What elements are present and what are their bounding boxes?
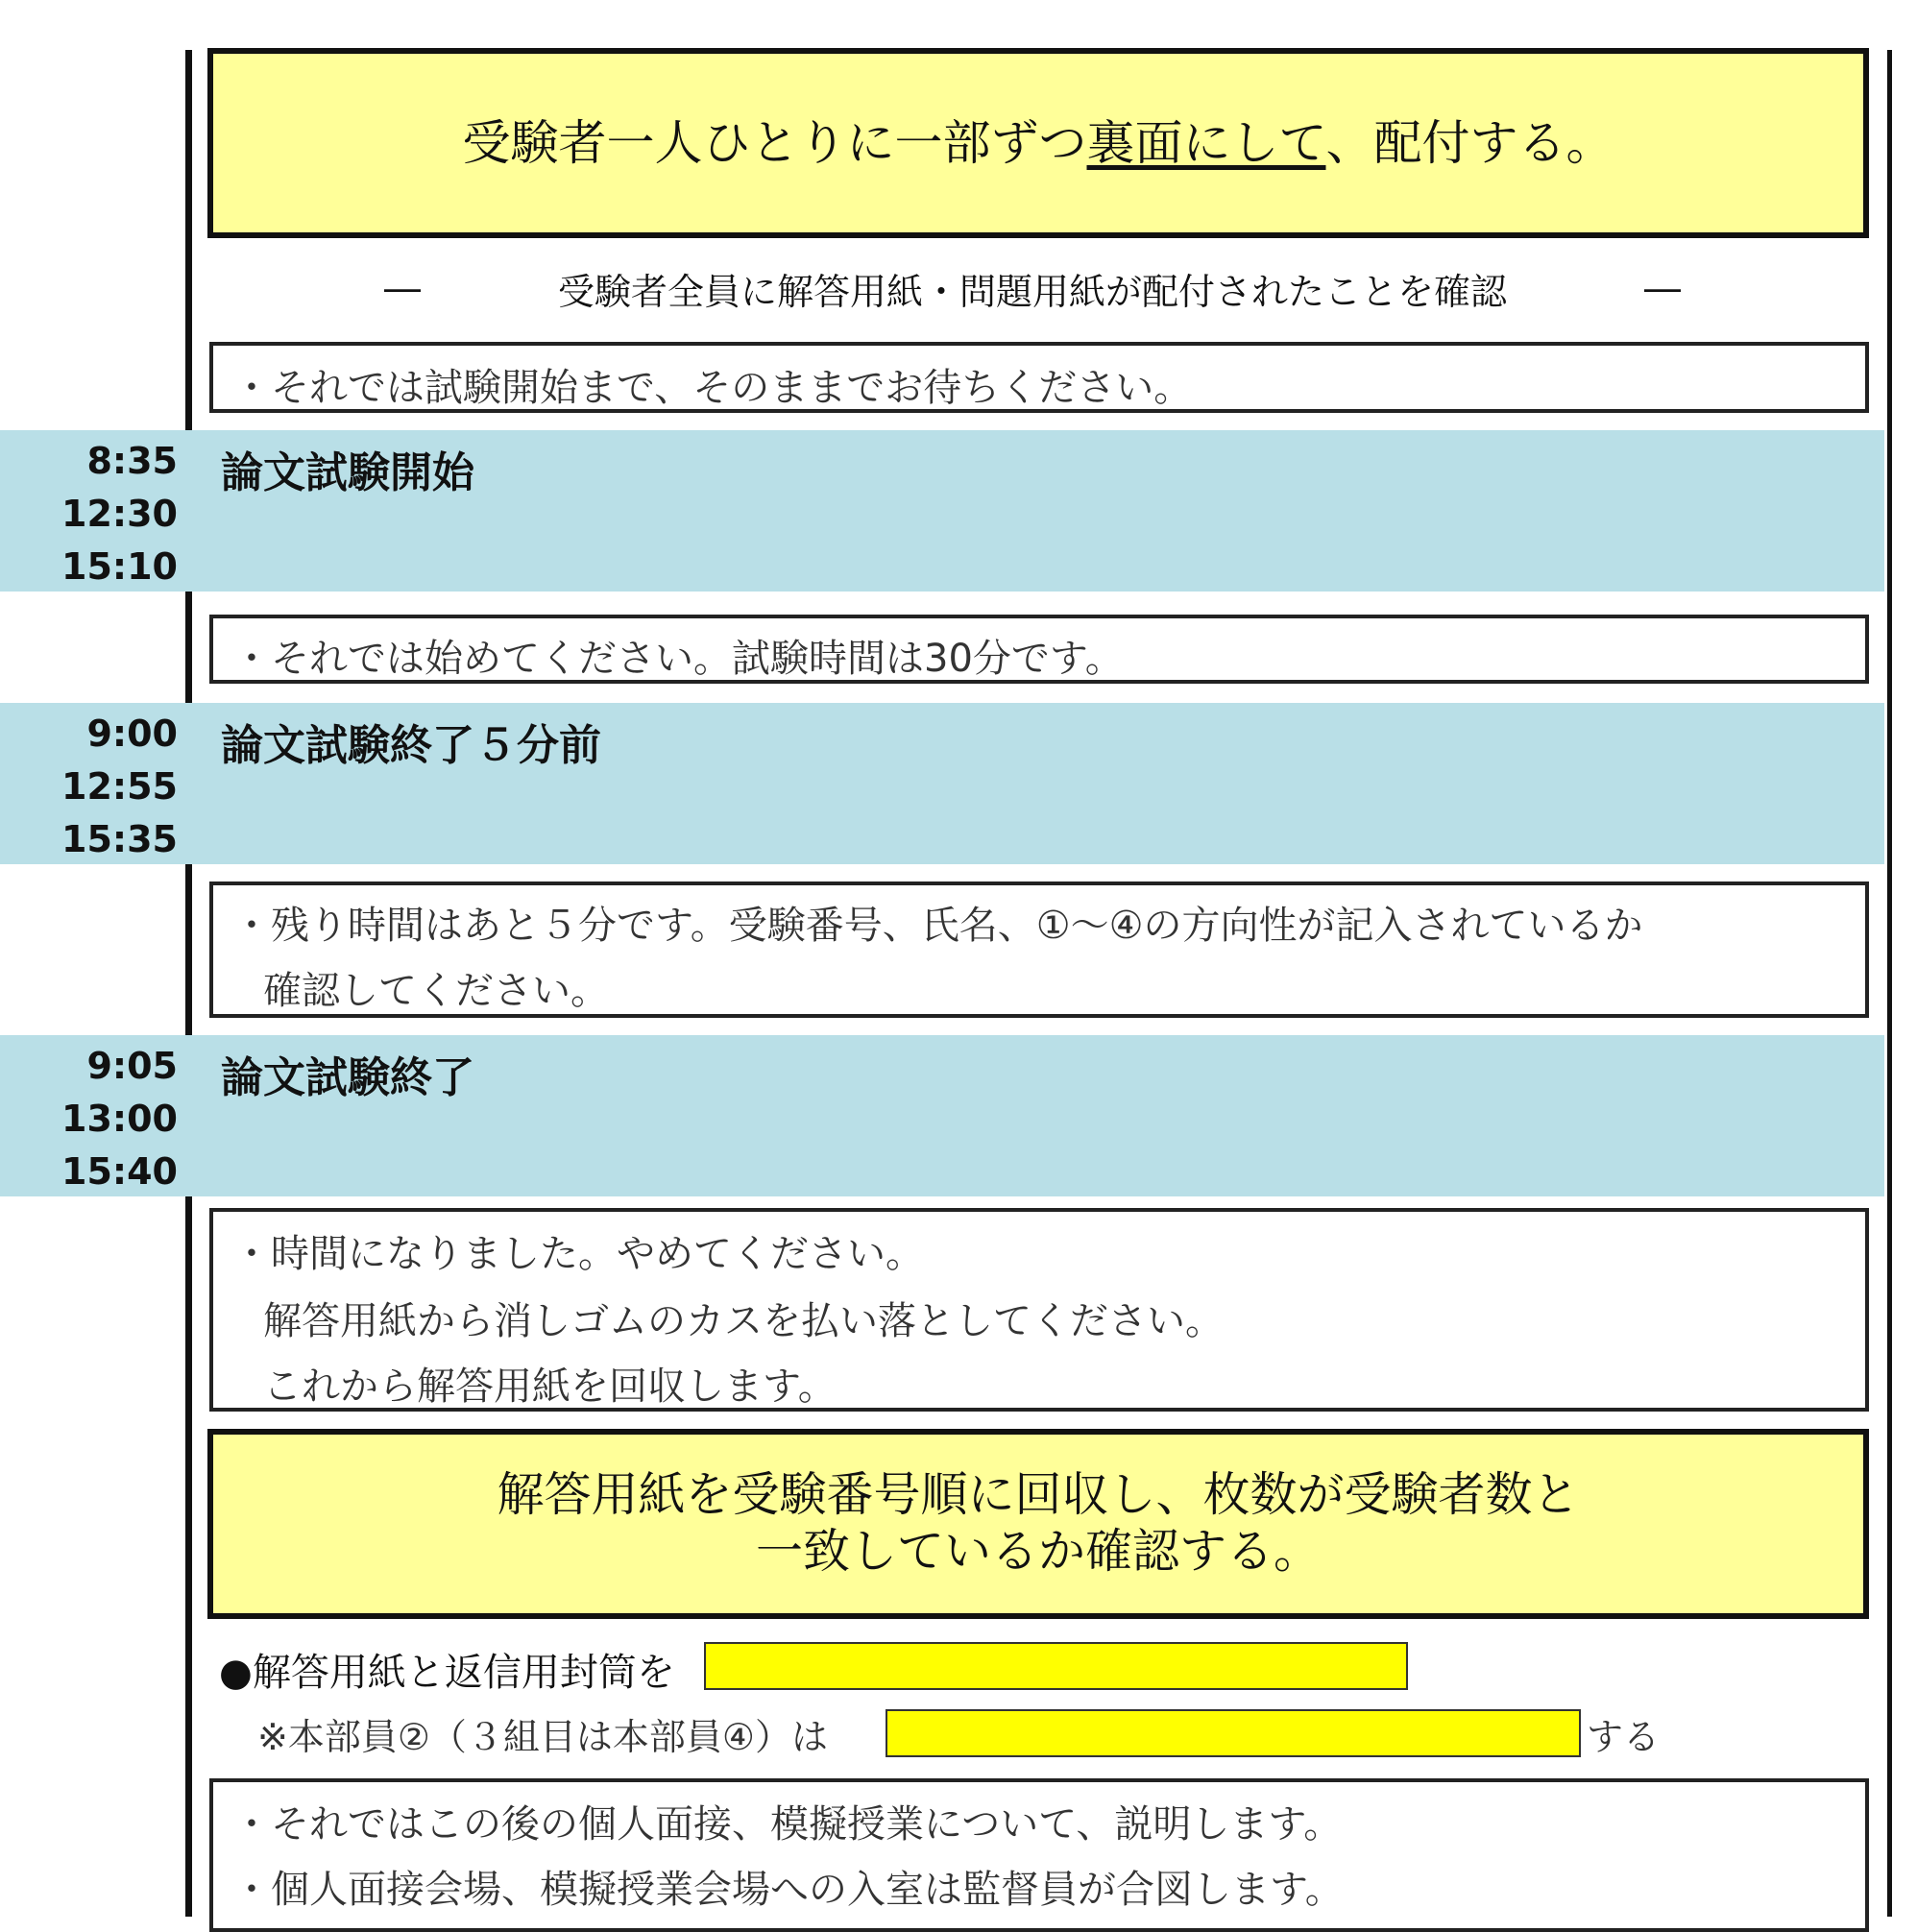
confirm-dash-left: ― <box>384 267 421 309</box>
script-end-line: ・時間になりました。やめてください。 <box>232 1232 924 1276</box>
time-label: 15:35 <box>61 818 178 860</box>
script-box-five-min <box>209 881 1869 1018</box>
script-five-min-line: ・残り時間はあと５分です。受験番号、氏名、①～④の方向性が記入されているか <box>232 904 1643 948</box>
script-box-next <box>209 1778 1869 1932</box>
section-five-min-title: 論文試験終了５分前 <box>221 721 601 770</box>
distribute-instruction-box <box>207 48 1869 238</box>
left-rule <box>185 50 192 1917</box>
time-label: 12:30 <box>61 493 178 535</box>
note-sub-highlight-blank <box>886 1709 1581 1757</box>
time-label: 15:10 <box>61 545 178 588</box>
script-next-line: ・個人面接会場、模擬授業会場への入室は監督員が合図します。 <box>232 1868 1344 1912</box>
section-band-five-min <box>0 703 1884 864</box>
right-rule <box>1887 50 1892 1917</box>
note-highlight-blank <box>704 1642 1408 1690</box>
time-label: 13:00 <box>61 1098 178 1140</box>
time-label: 9:05 <box>86 1045 178 1087</box>
distribute-instruction-text <box>463 114 1614 172</box>
distribute-suffix: 、配付する。 <box>1325 115 1614 171</box>
confirm-text: 受験者全員に解答用紙・問題用紙が配付されたことを確認 <box>557 270 1507 313</box>
distribute-underlined: 裏面にして <box>1086 115 1326 171</box>
section-band-end <box>0 1035 1884 1196</box>
script-box-begin <box>209 615 1869 684</box>
time-label: 9:00 <box>86 712 178 755</box>
confirm-line <box>384 261 1681 315</box>
script-begin-text: ・それでは始めてください。試験時間は30分です。 <box>232 637 1124 681</box>
time-label: 8:35 <box>86 440 178 482</box>
script-next-line: ・それではこの後の個人面接、模擬授業について、説明します。 <box>232 1802 1343 1847</box>
collect-line-1: 解答用紙を受験番号順に回収し、枚数が受験者数と <box>497 1467 1580 1523</box>
note-sub-prefix: ※本部員②（３組目は本部員④）は <box>257 1716 828 1758</box>
section-end-title: 論文試験終了 <box>221 1053 474 1102</box>
collect-instruction-box <box>207 1429 1869 1619</box>
note-main-text: ●解答用紙と返信用封筒を <box>219 1651 675 1695</box>
script-wait-text: ・それでは試験開始まで、そのままでお待ちください。 <box>232 366 1193 410</box>
section-end-times <box>58 1040 178 1198</box>
script-box-end <box>209 1208 1869 1412</box>
script-end-line: 解答用紙から消しゴムのカスを払い落としてください。 <box>263 1299 1224 1343</box>
section-start-times <box>58 435 178 593</box>
time-label: 12:55 <box>61 765 178 808</box>
section-band-start <box>0 430 1884 592</box>
confirm-dash-right: ― <box>1643 267 1681 309</box>
section-five-min-times <box>58 708 178 866</box>
note-sub-suffix-text: する <box>1587 1716 1661 1758</box>
script-box-wait <box>209 342 1869 413</box>
distribute-prefix: 受験者一人ひとりに一部ずつ <box>462 115 1087 171</box>
section-start-title: 論文試験開始 <box>221 448 474 497</box>
script-end-line: これから解答用紙を回収します。 <box>263 1364 837 1409</box>
script-five-min-line: 確認してください。 <box>263 969 609 1013</box>
note-sub-suffix <box>1587 1707 1660 1760</box>
note-sub <box>257 1707 828 1760</box>
note-main <box>219 1642 675 1697</box>
time-label: 15:40 <box>61 1150 178 1193</box>
collect-line-2: 一致しているか確認する。 <box>755 1524 1321 1579</box>
